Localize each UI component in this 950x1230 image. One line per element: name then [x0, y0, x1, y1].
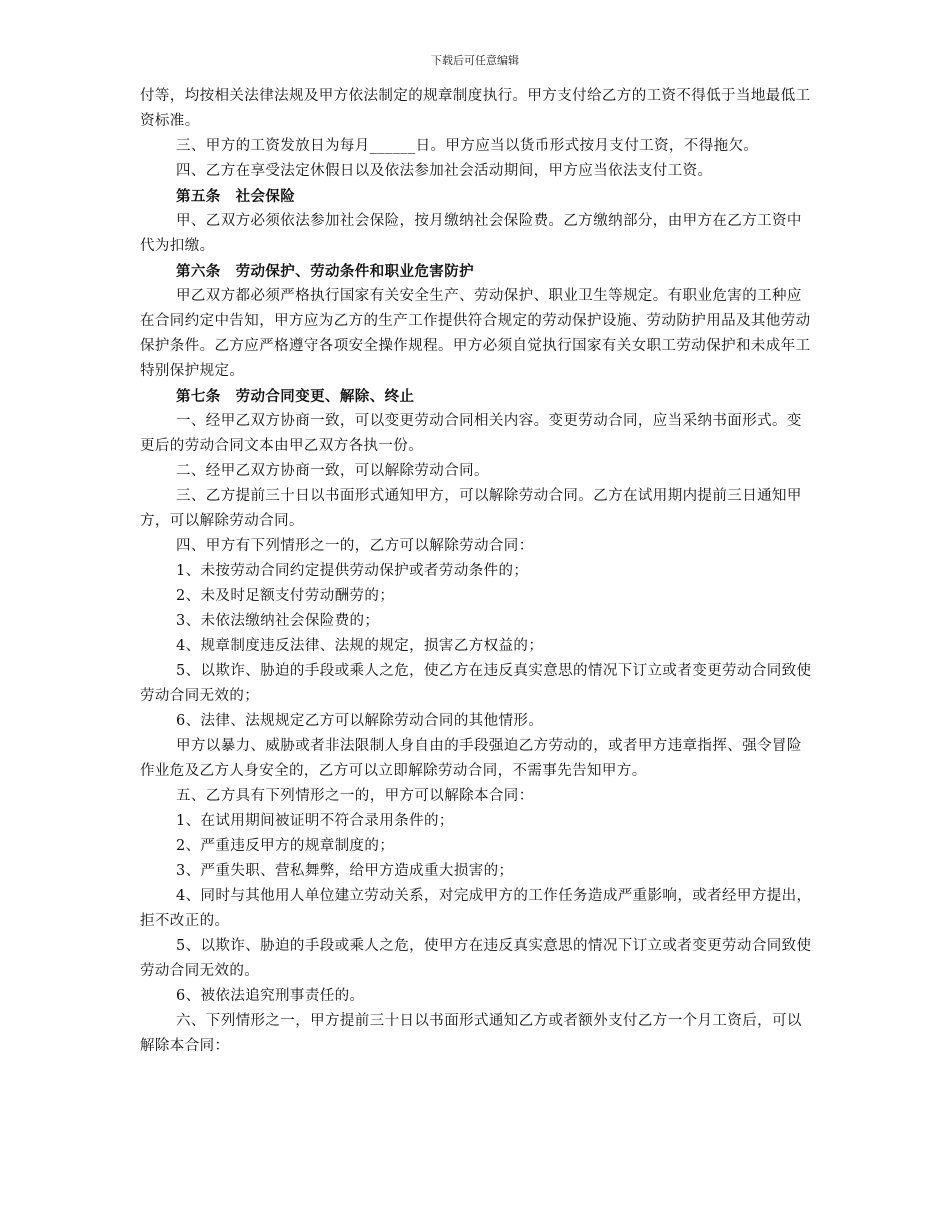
section-heading: 第六条 劳动保护、劳动条件和职业危害防护 [176, 263, 474, 280]
paragraph: 三、甲方的工资发放日为每月______日。甲方应当以货币形式按月支付工资，不得拖欠。 [176, 138, 759, 154]
paragraph: 甲方以暴力、威胁或者非法限制人身自由的手段强迫乙方劳动的，或者甲方违章指挥、强令冒险作业危及乙方人身安全的，乙方可以立即解除劳动合同，不需事先告知甲方。 [140, 738, 802, 779]
paragraph: 付等，均按相关法律法规及甲方依法制定的规章制度执行。甲方支付给乙方的工资不得低于当地最低工资标准。 [140, 88, 811, 129]
list-item: 2、未及时足额支付劳动酬劳的； [176, 588, 395, 604]
paragraph: 三、乙方提前三十日以书面形式通知甲方，可以解除劳动合同。乙方在试用期内提前三日通知甲方，可以解除劳动合同。 [140, 488, 802, 529]
list-item: 5、以欺诈、胁迫的手段或乘人之危，使乙方在违反真实意思的情况下订立或者变更劳动合同致使劳动合同无效的； [140, 663, 812, 704]
paragraph: 五、乙方具有下列情形之一的，甲方可以解除本合同： [176, 788, 534, 804]
paragraph: 甲、乙双方必须依法参加社会保险，按月缴纳社会保险费。乙方缴纳部分，由甲方在乙方工资中代为扣缴。 [140, 213, 802, 254]
paragraph: 一、经甲乙双方协商一致，可以变更劳动合同相关内容。变更劳动合同，应当采纳书面形式。变更后的劳动合同文本由甲乙双方各执一份。 [140, 413, 802, 454]
list-item: 5、以欺诈、胁迫的手段或乘人之危，使甲方在违反真实意思的情况下订立或者变更劳动合同致使劳动合同无效的。 [140, 938, 812, 979]
list-item: 4、规章制度违反法律、法规的规定，损害乙方权益的； [176, 638, 544, 654]
list-item: 1、未按劳动合同约定提供劳动保护或者劳动条件的； [176, 563, 529, 579]
list-item: 6、法律、法规规定乙方可以解除劳动合同的其他情形。 [176, 713, 544, 729]
list-item: 4、同时与其他用人单位建立劳动关系，对完成甲方的工作任务造成严重影响，或者经甲方提出，拒不改正的。 [140, 888, 812, 929]
paragraph: 六、下列情形之一，甲方提前三十日以书面形式通知乙方或者额外支付乙方一个月工资后，可以解除本合同： [140, 1013, 802, 1054]
paragraph: 四、甲方有下列情形之一的，乙方可以解除劳动合同： [176, 538, 534, 554]
paragraph: 二、经甲乙双方协商一致，可以解除劳动合同。 [176, 463, 489, 479]
list-item: 3、严重失职、营私舞弊，给甲方造成重大损害的； [176, 863, 514, 879]
paragraph: 甲乙双方都必须严格执行国家有关安全生产、劳动保护、职业卫生等规定。有职业危害的工种应在合同约定中告知，甲方应为乙方的生产工作提供符合规定的劳动保护设施、劳动防护用品及其他劳动保护条件。乙方应严格遵守各项安全操作规程。甲方必须自觉执行国家有关女职工劳动保护和未成年工特别保护规定。 [140, 288, 811, 379]
page-header: 下载后可任意编辑 [431, 54, 519, 67]
document-body [140, 84, 812, 1059]
list-item: 2、严重违反甲方的规章制度的； [176, 838, 395, 854]
list-item: 6、被依法追究刑事责任的。 [176, 988, 365, 1004]
list-item: 1、在试用期间被证明不符合录用条件的； [176, 813, 454, 829]
paragraph: 四、乙方在享受法定休假日以及依法参加社会活动期间，甲方应当依法支付工资。 [176, 163, 713, 179]
list-item: 3、未依法缴纳社会保险费的； [176, 613, 380, 629]
section-heading: 第五条 社会保险 [176, 188, 296, 205]
section-heading: 第七条 劳动合同变更、解除、终止 [176, 388, 415, 405]
